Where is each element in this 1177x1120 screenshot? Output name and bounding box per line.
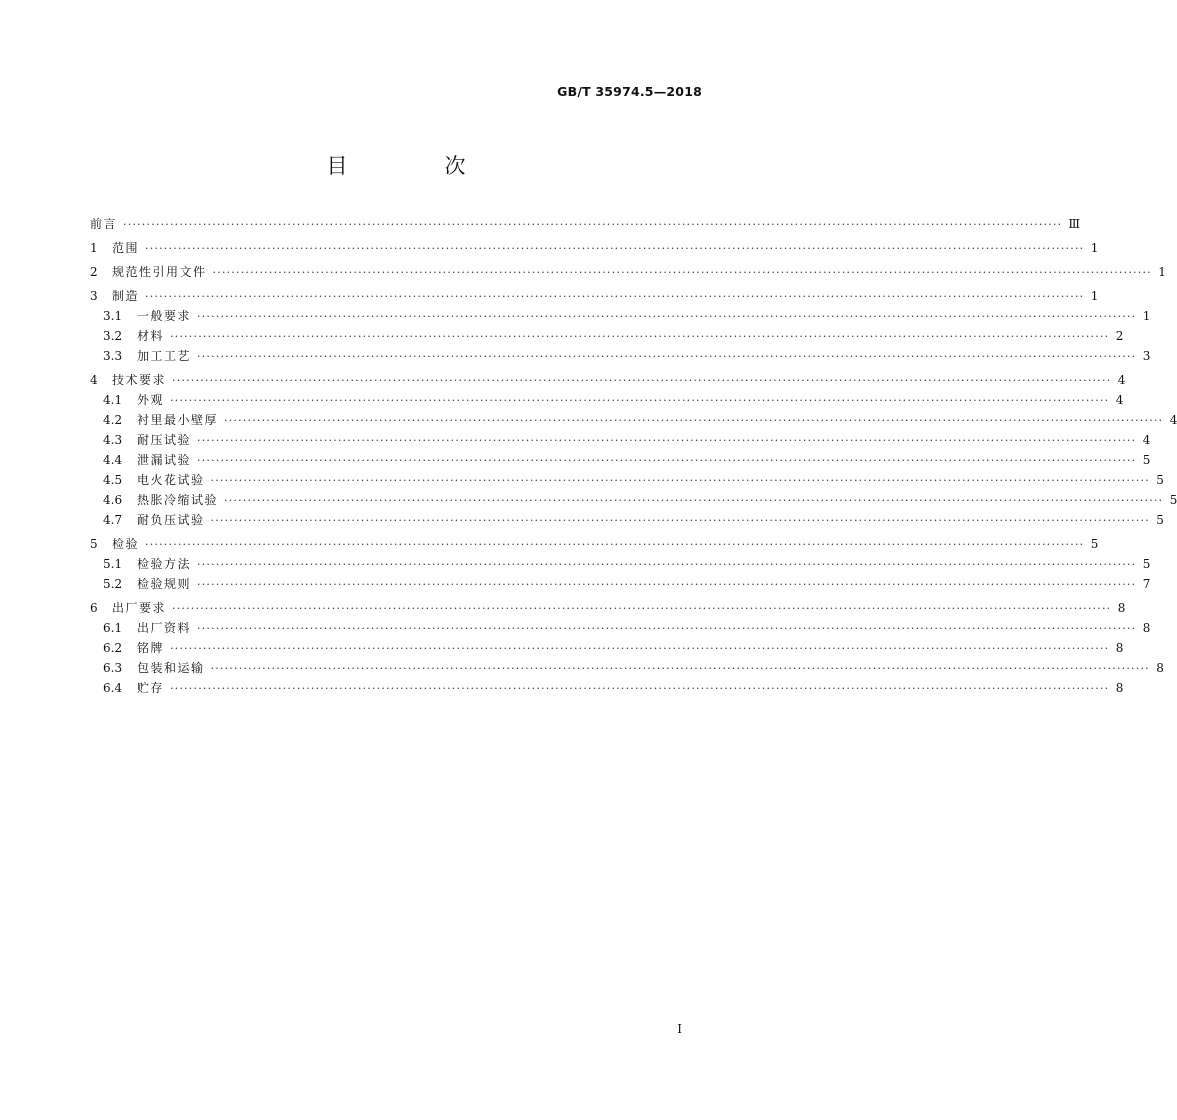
toc-leader-dots: ········································································································································································································ xyxy=(210,474,1150,487)
toc-entry[interactable] xyxy=(90,639,1124,655)
toc-entry-title: 规范性引用文件 xyxy=(112,265,207,279)
toc-entry-number: 6 xyxy=(90,601,98,615)
toc-entry-number: 3.2 xyxy=(103,329,123,343)
toc-leader-dots: ········································································································································································································ xyxy=(197,350,1137,363)
toc-leader-dots: ········································································································································································································ xyxy=(170,394,1110,407)
toc-entry-page: 7 xyxy=(1142,577,1151,591)
toc-entry-title: 外观 xyxy=(137,393,165,407)
toc-entry-number: 3.1 xyxy=(103,309,123,323)
toc-entry-number: 5.1 xyxy=(103,557,123,571)
toc-leader-dots: ········································································································································································································ xyxy=(210,514,1150,527)
toc-entry-page: 1 xyxy=(1090,289,1099,303)
toc-entry-number: 5.2 xyxy=(103,577,123,591)
toc-entry[interactable] xyxy=(90,535,1099,551)
toc-entry-page: 4 xyxy=(1117,373,1126,387)
toc-leader-dots: ········································································································································································································ xyxy=(210,662,1150,675)
toc-entry-title: 检验方法 xyxy=(137,557,192,571)
toc-entry-page: 5 xyxy=(1169,493,1177,507)
toc-entry-page: 1 xyxy=(1090,241,1099,255)
toc-entry[interactable] xyxy=(90,307,1151,323)
toc-leader-dots: ········································································································································································································ xyxy=(212,266,1152,279)
toc-leader-dots: ········································································································································································································ xyxy=(145,290,1085,303)
toc-leader-dots: ········································································································································································································ xyxy=(224,414,1164,427)
toc-entry[interactable] xyxy=(90,411,1177,427)
toc-entry-title: 铭牌 xyxy=(137,641,165,655)
toc-entry-number: 2 xyxy=(90,265,98,279)
toc-entry[interactable] xyxy=(90,263,1166,279)
toc-entry-number: 4.3 xyxy=(103,433,123,447)
toc-entry-number: 6.2 xyxy=(103,641,123,655)
standard-code: GB/T 35974.5—2018 xyxy=(557,84,702,99)
toc-leader-dots: ········································································································································································································ xyxy=(197,578,1137,591)
toc-entry-page: 4 xyxy=(1115,393,1124,407)
toc-entry-title: 检验规则 xyxy=(137,577,192,591)
toc-entry-page: 5 xyxy=(1156,513,1164,527)
toc-leader-dots: ········································································································································································································ xyxy=(170,330,1110,343)
toc-entry[interactable] xyxy=(90,511,1164,527)
toc-entry-page: 2 xyxy=(1115,329,1124,343)
toc-entry-page: 8 xyxy=(1142,621,1151,635)
toc-entry-page: 5 xyxy=(1142,453,1151,467)
toc-entry-title: 耐负压试验 xyxy=(137,513,205,527)
toc-entry-page: 8 xyxy=(1156,661,1164,675)
toc-entry-page: 3 xyxy=(1142,349,1151,363)
toc-leader-dots: ········································································································································································································ xyxy=(170,682,1110,695)
toc-entry-number: 4.1 xyxy=(103,393,123,407)
toc-entry-page: 8 xyxy=(1117,601,1126,615)
toc-entry[interactable] xyxy=(90,619,1151,635)
toc-entry-number: 6.4 xyxy=(103,681,123,695)
toc-entry[interactable] xyxy=(90,431,1151,447)
toc-entry-title: 出厂要求 xyxy=(112,601,167,615)
toc-leader-dots: ········································································································································································································ xyxy=(197,622,1137,635)
toc-entry-title: 加工工艺 xyxy=(137,349,192,363)
toc-leader-dots: ········································································································································································································ xyxy=(197,558,1137,571)
toc-entry-title: 热胀冷缩试验 xyxy=(137,493,219,507)
toc-leader-dots: ········································································································································································································ xyxy=(224,494,1164,507)
toc-entry-title: 耐压试验 xyxy=(137,433,192,447)
toc-entry[interactable] xyxy=(90,287,1099,303)
toc-entry-title: 贮存 xyxy=(137,681,165,695)
toc-entry-number: 4.6 xyxy=(103,493,123,507)
toc-entry[interactable] xyxy=(90,347,1151,363)
toc-leader-dots: ········································································································································································································ xyxy=(123,218,1063,231)
toc-entry-title: 制造 xyxy=(112,289,140,303)
toc-entry-page: Ⅲ xyxy=(1068,217,1080,231)
toc-entry-number: 4.2 xyxy=(103,413,123,427)
toc-entry-number: 3.3 xyxy=(103,349,123,363)
toc-entry-title: 电火花试验 xyxy=(137,473,205,487)
toc-entry[interactable] xyxy=(90,327,1124,343)
toc-entry-page: 5 xyxy=(1090,537,1099,551)
toc-entry-page: 4 xyxy=(1142,433,1151,447)
toc-entry-title: 一般要求 xyxy=(137,309,192,323)
toc-entry-number: 1 xyxy=(90,241,98,255)
toc-entry-page: 1 xyxy=(1158,265,1166,279)
toc-entry-number: 3 xyxy=(90,289,98,303)
toc-entry-title: 包装和运输 xyxy=(137,661,205,675)
toc-entry[interactable] xyxy=(90,575,1151,591)
toc-leader-dots: ········································································································································································································ xyxy=(170,642,1110,655)
toc-leader-dots: ········································································································································································································ xyxy=(145,242,1085,255)
toc-entry[interactable] xyxy=(90,215,1080,231)
toc-entry-number: 6.1 xyxy=(103,621,123,635)
toc-entry-page: 1 xyxy=(1142,309,1151,323)
toc-entry-number: 6.3 xyxy=(103,661,123,675)
page-title: 目 次 xyxy=(326,154,504,178)
toc-entry-title: 泄漏试验 xyxy=(137,453,192,467)
toc-entry-number: 4.4 xyxy=(103,453,123,467)
toc-entry-number: 4.5 xyxy=(103,473,123,487)
toc-entry[interactable] xyxy=(90,659,1164,675)
toc-entry-page: 4 xyxy=(1169,413,1177,427)
toc-entry-number: 5 xyxy=(90,537,98,551)
toc-entry-title: 技术要求 xyxy=(112,373,167,387)
toc-entry[interactable] xyxy=(90,371,1126,387)
toc-entry[interactable] xyxy=(90,491,1177,507)
toc-entry[interactable] xyxy=(90,239,1099,255)
toc-entry-page: 8 xyxy=(1115,681,1124,695)
toc-entry-title: 检验 xyxy=(112,537,140,551)
toc-leader-dots: ········································································································································································································ xyxy=(197,310,1137,323)
page-number: I xyxy=(677,1022,682,1036)
toc-leader-dots: ········································································································································································································ xyxy=(172,602,1112,615)
toc-entry[interactable] xyxy=(90,391,1124,407)
toc-entry-title: 范围 xyxy=(112,241,140,255)
toc-entry-number: 4 xyxy=(90,373,98,387)
toc-entry[interactable] xyxy=(90,471,1164,487)
toc-leader-dots: ········································································································································································································ xyxy=(172,374,1112,387)
toc-entry[interactable] xyxy=(90,599,1126,615)
toc-entry-title: 出厂资料 xyxy=(137,621,192,635)
toc-entry-page: 8 xyxy=(1115,641,1124,655)
toc-entry-page: 5 xyxy=(1142,557,1151,571)
toc-entry[interactable] xyxy=(90,679,1124,695)
toc-entry-page: 5 xyxy=(1156,473,1164,487)
toc-entry-title: 衬里最小壁厚 xyxy=(137,413,219,427)
toc-entry-title: 材料 xyxy=(137,329,165,343)
toc-leader-dots: ········································································································································································································ xyxy=(197,454,1137,467)
toc-leader-dots: ········································································································································································································ xyxy=(145,538,1085,551)
toc-entry-number: 4.7 xyxy=(103,513,123,527)
toc-entry[interactable] xyxy=(90,555,1151,571)
toc-entry[interactable] xyxy=(90,451,1151,467)
toc-entry-title: 前言 xyxy=(90,217,118,231)
toc-leader-dots: ········································································································································································································ xyxy=(197,434,1137,447)
table-of-contents xyxy=(90,215,1177,695)
